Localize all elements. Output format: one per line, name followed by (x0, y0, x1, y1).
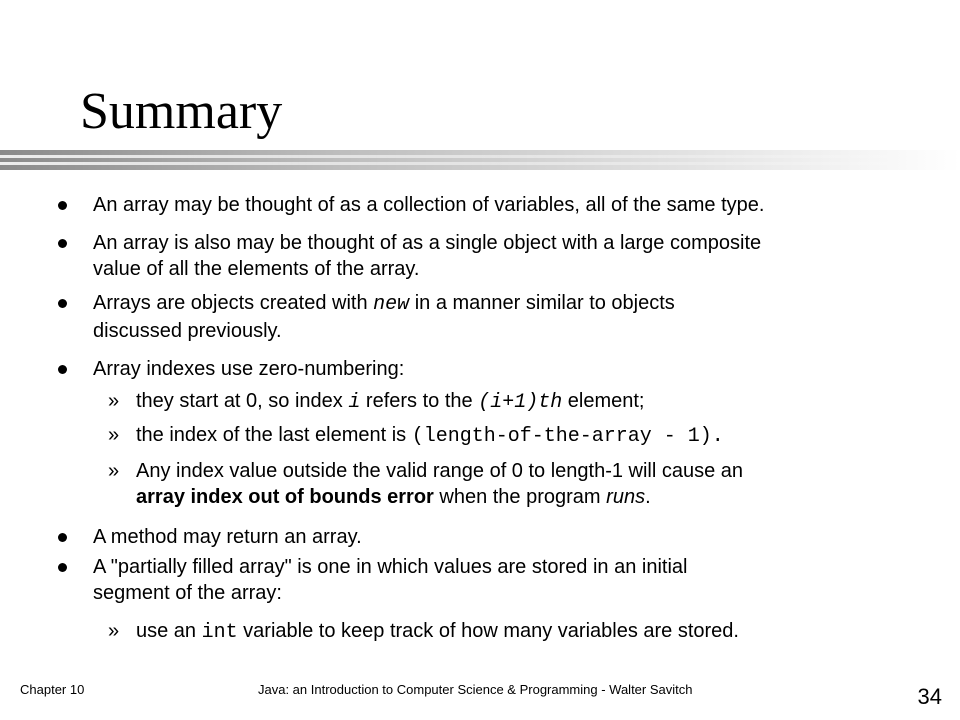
slide-title: Summary (80, 83, 283, 140)
bullet-icon (58, 563, 67, 572)
item-text: use an int variable to keep track of how many variables are stored. (136, 620, 739, 644)
item-text: the index of the last element is (length-of-the-array - 1). (136, 424, 724, 448)
item-text: Any index value outside the valid range of 0 to length-1 will cause an array index out of bounds error when the program runs. (136, 460, 744, 508)
item-text: An array is also may be thought of as a single object with a large composite value of all the elements of the array. (93, 232, 762, 280)
sub-bullet-icon: » (108, 424, 120, 446)
code-new: new (373, 293, 410, 316)
item-text: Arrays are objects created with new in a manner similar to objects discussed previously. (93, 292, 675, 342)
item-text: A method may return an array. (93, 526, 362, 548)
item-text: A "partially filled array" is one in which values are stored in an initial segment of the array: (93, 556, 688, 604)
item-text: they start at 0, so index i refers to the (i+1)th element; (136, 390, 645, 414)
bullet-icon (58, 201, 67, 210)
page-number: 34 (917, 684, 942, 709)
item-text: Array indexes use zero-numbering: (93, 358, 405, 380)
footer-course: Java: an Introduction to Computer Science & Programming - Walter Savitch (258, 682, 693, 697)
sub-bullet-icon: » (108, 620, 120, 642)
bullet-icon (58, 533, 67, 542)
sub-bullet-icon: » (108, 390, 120, 412)
sub-bullet-icon: » (108, 460, 120, 482)
bullet-icon (58, 239, 67, 248)
bullet-icon (58, 299, 67, 308)
bullet-icon (58, 365, 67, 374)
footer-chapter: Chapter 10 (20, 682, 85, 697)
title-divider (0, 150, 960, 170)
item-text: An array may be thought of as a collection of variables, all of the same type. (93, 194, 765, 216)
